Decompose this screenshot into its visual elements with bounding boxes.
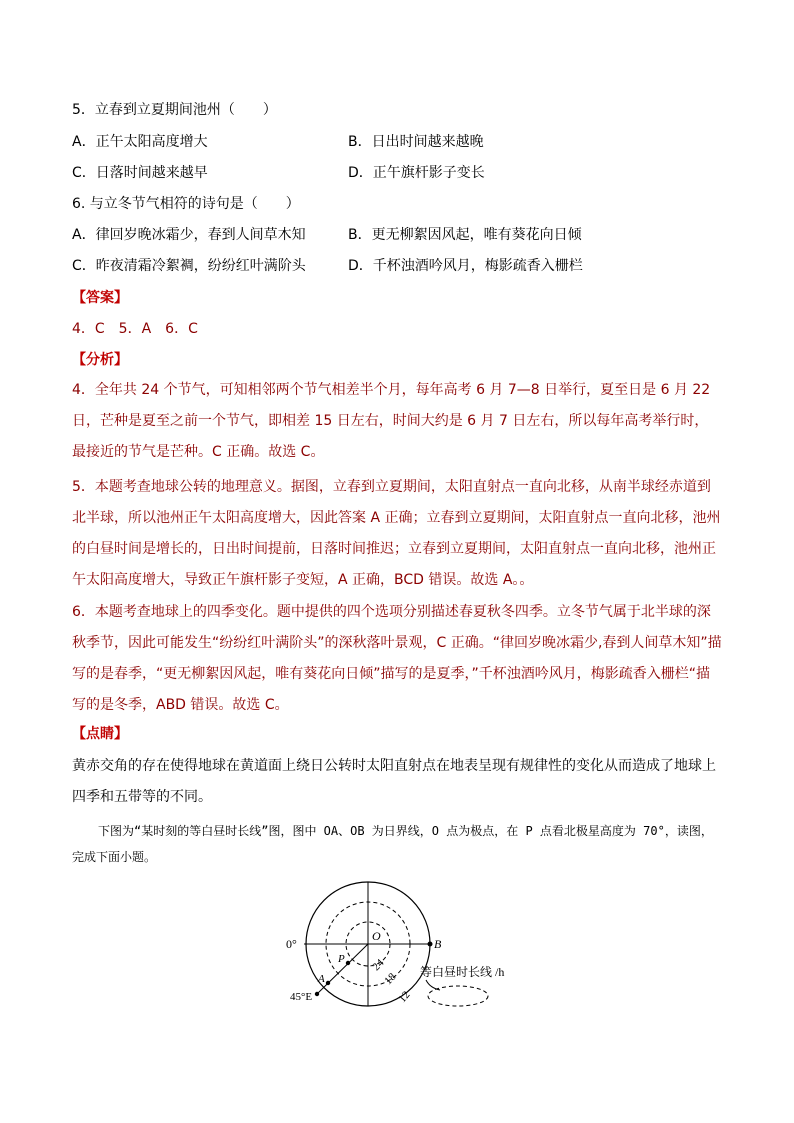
answer-text: 4．C 5．A 6．C <box>72 321 198 337</box>
comment-text: 黄赤交角的存在使得地球在黄道面上绕日公转时太阳直射点在地表呈现有规律性的变化从而造成了地球上四季和五带等的不同。 <box>72 758 716 805</box>
q6-option-b: B．更无柳絮因风起，唯有葵花向日倾 <box>348 227 582 243</box>
daylength-diagram <box>280 878 540 1018</box>
label-o: O <box>372 929 381 943</box>
point-e <box>315 992 319 996</box>
q5-stem: 5．立春到立夏期间池州（ ） <box>72 102 277 118</box>
q5-option-c: C．日落时间越来越早 <box>72 165 208 181</box>
answer-tag: 【答案】 <box>72 290 128 306</box>
label-a: A <box>318 973 325 985</box>
comment-tag: 【点睛】 <box>72 726 128 742</box>
q6-option-c: C．昨夜清霜冷絮裯，纷纷红叶满阶头 <box>72 258 306 274</box>
point-p <box>346 961 350 965</box>
legend-label: 等白昼时长线 /h <box>420 965 505 979</box>
figure-intro: 下图为“某时刻的等白昼时长线”图，图中 OA、OB 为日界线，O 点为极点，在 P 点看北极星高度为 70°，读图，完成下面小题。 <box>72 824 713 864</box>
label-24: 24 <box>370 956 387 974</box>
analysis-paragraph-6: 6．本题考查地球上的四季变化。题中提供的四个选项分别描述春夏秋冬四季。立冬节气属于北半球的深秋季节，因此可能发生“纷纷红叶满阶头”的深秋落叶景观，C 正确。“律回岁晚冰霜少,春到人间草木知”描写的是春季，“更无柳絮因风起，唯有葵花向日倾”描写的是夏季，”千杯浊酒吟风月，梅影疏香入栅栏“描写的是冬季，ABD 错误。故选 C。 <box>72 604 722 713</box>
point-a <box>326 981 330 985</box>
analysis-paragraph-4: 4．全年共 24 个节气，可知相邻两个节气相差半个月，每年高考 6 月 7—8 日举行，夏至日是 6 月 22 日，芒种是夏至之前一个节气，即相差 15 日左右，时间大约是 6 月 7 日左右，所以每年高考举行时，最接近的节气是芒种。C 正确。故选 C。 <box>72 382 711 460</box>
point-b <box>428 942 433 947</box>
q5-option-a: A．正午太阳高度增大 <box>72 134 208 150</box>
label-12: 12 <box>396 988 413 1006</box>
label-18: 18 <box>382 970 399 988</box>
q6-option-a: A．律回岁晚冰霜少，春到人间草木知 <box>72 227 306 243</box>
label-b: B <box>434 937 442 951</box>
q5-option-b: B．日出时间越来越晚 <box>348 134 484 150</box>
q5-option-d: D．正午旗杆影子变长 <box>348 165 485 181</box>
label-p: P <box>338 953 345 965</box>
q6-option-d: D．千杯浊酒吟风月，梅影疏香入栅栏 <box>348 258 583 274</box>
diagonal-oa <box>317 944 368 994</box>
label-45e: 45°E <box>290 991 313 1003</box>
q6-stem: 6. 与立冬节气相符的诗句是（ ） <box>72 196 300 212</box>
label-zero: 0° <box>286 937 297 951</box>
analysis-paragraph-5: 5．本题考查地球公转的地理意义。据图，立春到立夏期间，太阳直射点一直向北移，从南半球经赤道到北半球，所以池州正午太阳高度增大，因此答案 A 正确；立春到立夏期间，太阳直射点一直向北移，池州的白昼时间是增长的，日出时间提前，日落时间推迟；立春到立夏期间，太阳直射点一直向北移，池州正午太阳高度增大，导致正午旗杆影子变短，A 正确，BCD 错误。故选 A。。 <box>72 479 721 588</box>
analysis-tag: 【分析】 <box>72 352 128 368</box>
